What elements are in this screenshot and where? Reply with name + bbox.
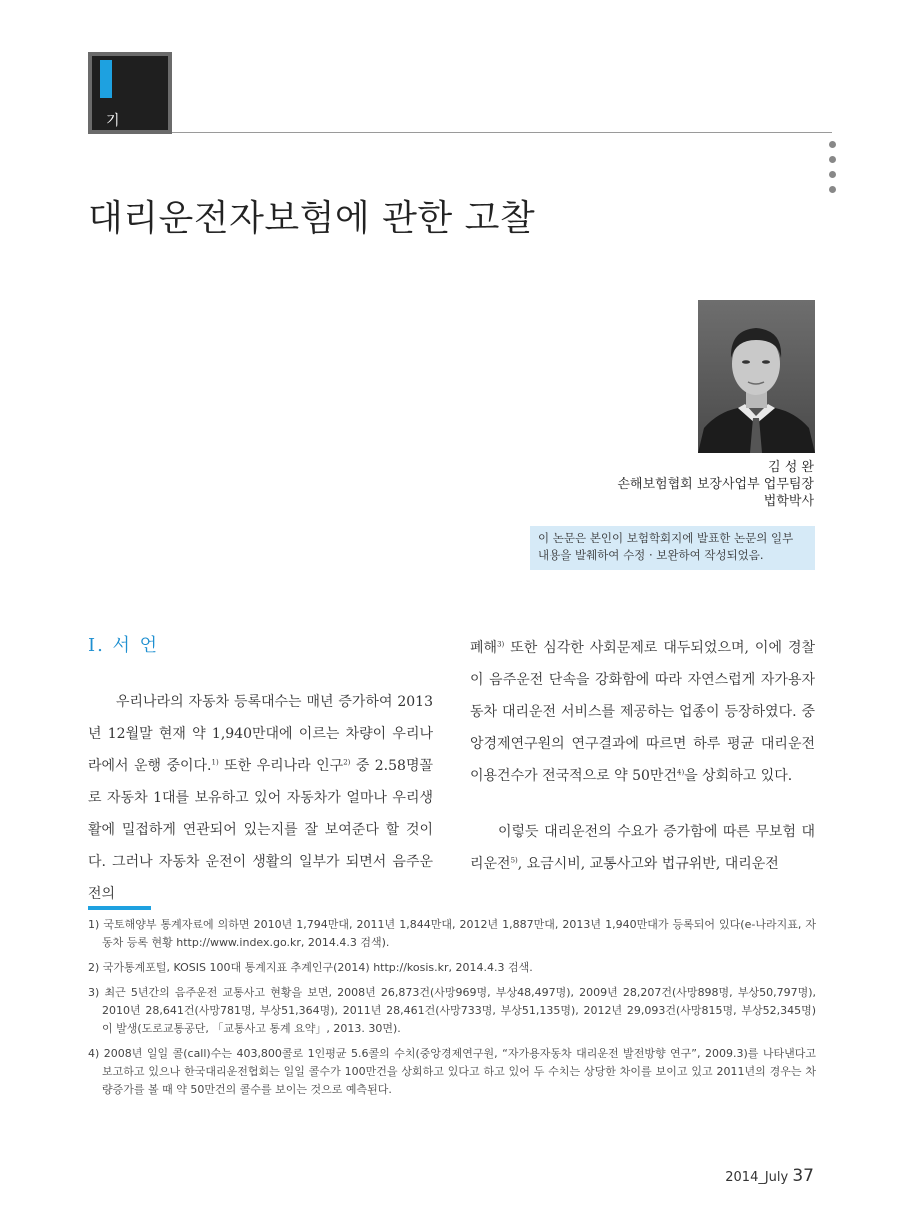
footnotes: [88, 916, 816, 1106]
footnote-ref[interactable]: 5): [510, 856, 518, 865]
author-photo: [698, 300, 815, 453]
dot-icon: [829, 186, 836, 193]
text-run: 우리나라의 자동차 등록대수는 매년 증가하여 2013년 12월말 현재 약 1,940만대에 이르는 차량이 우리나라에서 운행 중이다.: [88, 694, 433, 774]
author-note: [530, 526, 815, 570]
decorative-dots: [829, 141, 839, 201]
text-run: 중 2.58명꼴로 자동차 1대를 보유하고 있어 자동차가 얼마나 우리생활에 밀접하게 연관되어 있는지를 잘 보여준다 할 것이다. 그러나 자동차 운전이 생활의 일부가 되면서 음주운전의: [88, 758, 433, 902]
footnote-ref[interactable]: 4): [676, 768, 685, 777]
author-name: 김 성 완: [768, 460, 814, 475]
portrait-image: [698, 300, 815, 453]
author-info: [617, 459, 814, 510]
text-run: 을 상회하고 있다.: [684, 768, 793, 784]
dot-icon: [829, 141, 836, 148]
footnote-item: 1) 국토해양부 통계자료에 의하면 2010년 1,794만대, 2011년 1,844만대, 2012년 1,887만대, 2013년 1,940만대가 등록되어 있다(e-나라지표, 자동차 등록 현황 http://www.index.go.kr, 2014.4.3 검색).: [88, 918, 816, 949]
article-title: 대리운전자보험에 관한 고찰: [88, 198, 536, 239]
author-degree: 법학박사: [763, 494, 814, 509]
section-tag-accent: [100, 60, 112, 98]
section-heading: Ⅰ. 서 언: [88, 635, 160, 656]
dot-icon: [829, 156, 836, 163]
footnote-rule: [88, 906, 151, 910]
text-run: 폐해: [470, 640, 498, 656]
footnote-ref[interactable]: 1): [211, 758, 219, 767]
footnote-ref[interactable]: 2): [343, 758, 351, 767]
paragraph-gap: [470, 792, 815, 816]
header-rule: [172, 132, 832, 133]
body-column-right: [470, 632, 815, 880]
page-number: 37: [792, 1166, 814, 1186]
dot-icon: [829, 171, 836, 178]
section-tag-label: 기 고: [106, 113, 134, 149]
note-line: 내용을 발췌하여 수정 · 보완하여 작성되었음.: [538, 548, 764, 562]
text-run: 또한 우리나라 인구: [218, 758, 344, 774]
body-column-left: [88, 630, 433, 910]
section-tag-inner: [92, 56, 168, 149]
body-paragraph: [470, 816, 815, 880]
text-run: 이렇듯 대리운전의 수요가 증가함에 따른 무보험 대리운전: [470, 824, 815, 872]
footnote-ref[interactable]: 3): [497, 640, 505, 649]
footnote-item: 4) 2008년 일일 콜(call)수는 403,800콜로 1인평균 5.6콜의 수치(중앙경제연구원, “자가용자동차 대리운전 발전방향 연구”, 2009.3)를 나타낸다고 보고하고 있으나 한국대리운전협회는 일일 콜수가 100만건을 상회하고 있다고 하고 있어 두 수치는 상당한 차이를 보이고 있고 2011년의 경우는 차량증가를 볼 때 약 50만건의 콜수를 보이는 것으로 예측된다.: [88, 1047, 816, 1096]
body-paragraph: [470, 632, 815, 792]
issue-label: 2014_July: [725, 1170, 789, 1185]
author-affiliation: 손해보험협회 보장사업부 업무팀장: [617, 477, 814, 492]
body-paragraph: [88, 686, 433, 910]
text-run: , 요금시비, 교통사고와 법규위반, 대리운전: [517, 856, 779, 872]
note-line: 이 논문은 본인이 보험학회지에 발표한 논문의 일부: [538, 531, 794, 545]
footnote-item: 3) 최근 5년간의 음주운전 교통사고 현황을 보면, 2008년 26,873건(사망969명, 부상48,497명), 2009년 28,207건(사망898명, 부상50,797명), 2010년 28,641건(사망781명, 부상51,364명), 2011년 28,461건(사망733명, 부상51,135명), 2012년 29,093건(사망815명, 부상52,345명)이 발생(도로교통공단, 「교통사고 통계 요약」, 2013. 30면).: [88, 986, 816, 1035]
footnote-item: 2) 국가통계포털, KOSIS 100대 통계지표 추계인구(2014) http://kosis.kr, 2014.4.3 검색.: [88, 961, 533, 974]
page-footer: [725, 1166, 814, 1186]
text-run: 또한 심각한 사회문제로 대두되었으며, 이에 경찰이 음주운전 단속을 강화함에 따라 자연스럽게 자가용자동차 대리운전 서비스를 제공하는 업종이 등장하였다. 중앙경제연구원의 연구결과에 따르면 하루 평균 대리운전 이용건수가 전국적으로 약 50만건: [470, 640, 815, 784]
section-tag-box: [88, 52, 172, 149]
